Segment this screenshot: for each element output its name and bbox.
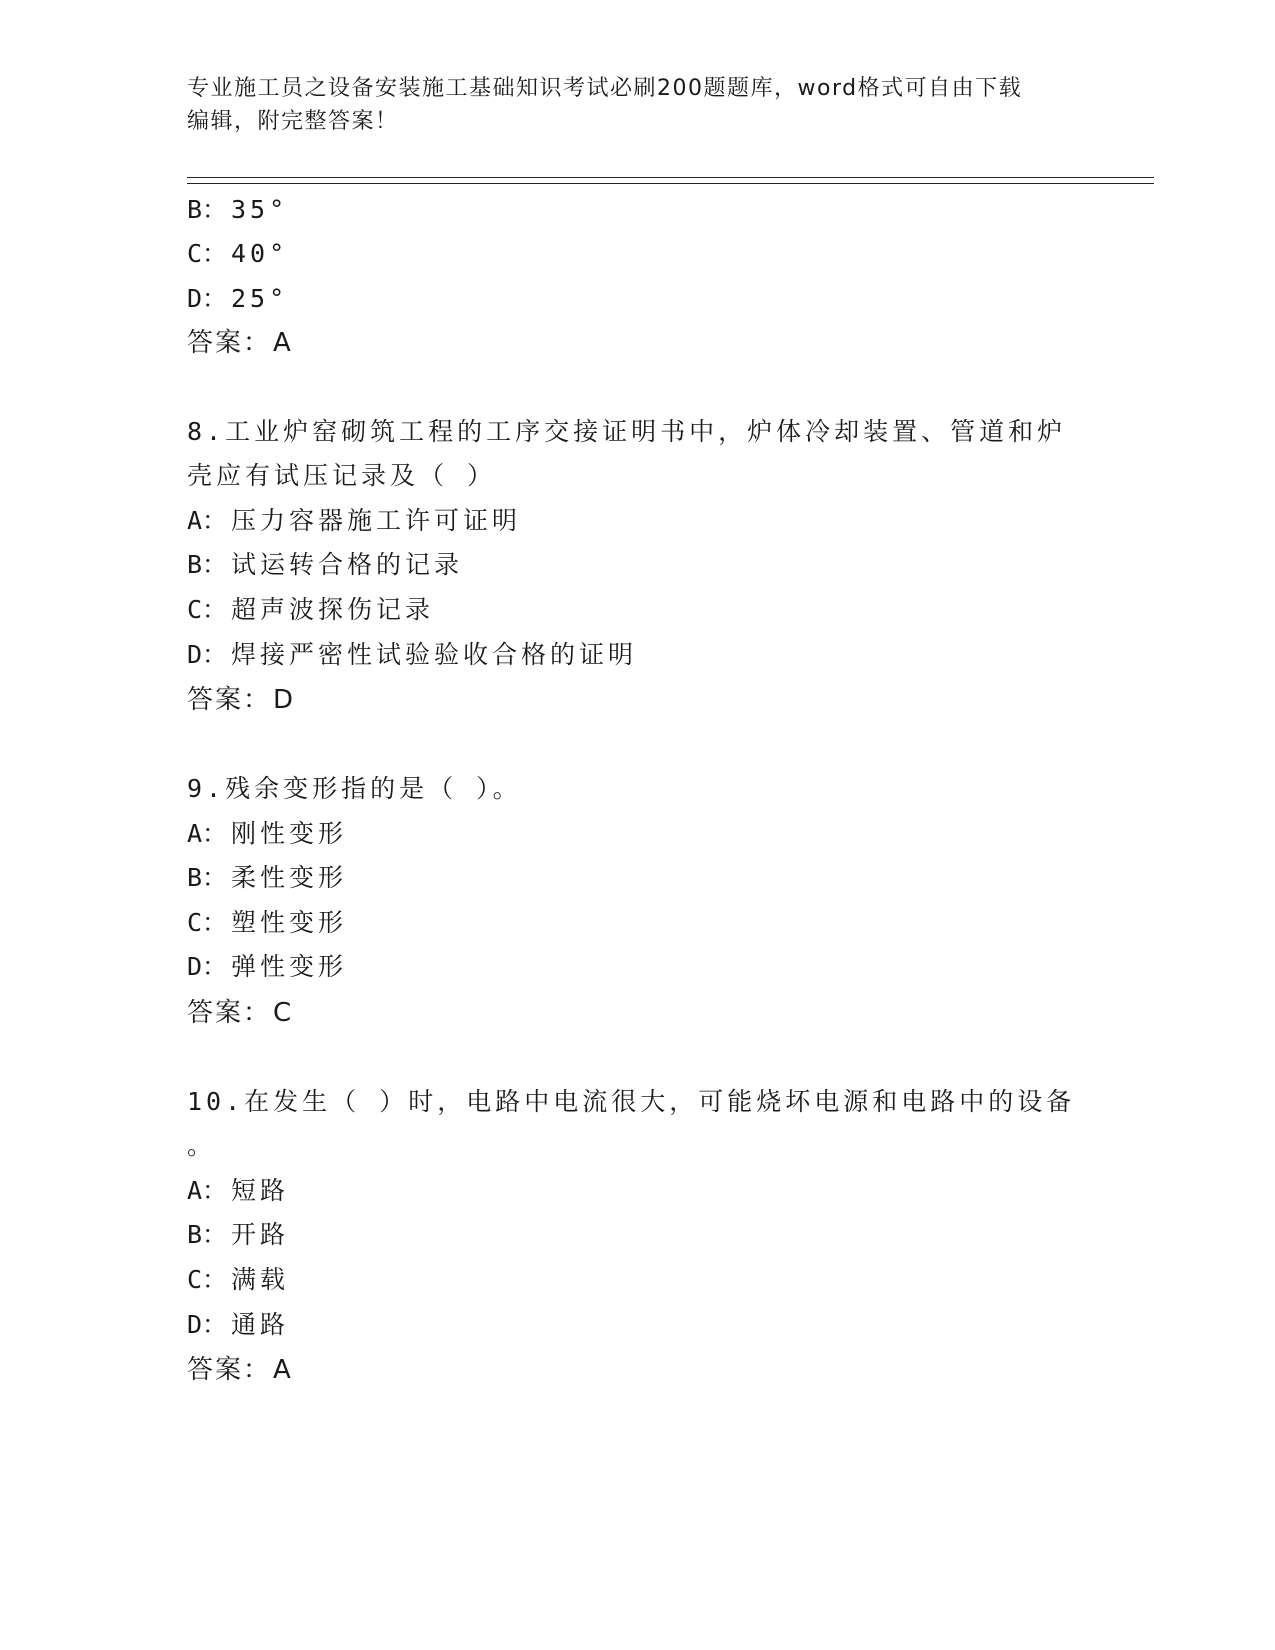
q10-option-b: B： 开路 [187, 1220, 290, 1249]
q9-option-d: D： 弹性变形 [187, 952, 348, 981]
q9-answer: 答案：C [187, 998, 294, 1028]
q8-stem-line-2: 壳应有试压记录及（ ） [187, 461, 497, 490]
q10-option-c: C： 满载 [187, 1265, 290, 1294]
q8-option-d: D： 焊接严密性试验验收合格的证明 [187, 640, 638, 669]
header-rule-top [187, 177, 1154, 178]
q8-option-a: A： 压力容器施工许可证明 [187, 506, 522, 535]
document-header [187, 72, 1067, 138]
q8-option-c: C： 超声波探伤记录 [187, 595, 435, 624]
q7-option-c: C： 40° [187, 239, 289, 268]
q8-option-b: B： 试运转合格的记录 [187, 550, 464, 579]
q8-answer: 答案：D [187, 685, 296, 715]
q10-option-d: D： 通路 [187, 1310, 290, 1339]
q7-option-d: D： 25° [187, 284, 289, 313]
q7-option-b: B： 35° [187, 195, 289, 224]
q9-stem: 9.残余变形指的是（ ）。 [187, 774, 522, 803]
header-line-2: 编辑，附完整答案！ [187, 109, 399, 134]
q10-answer: 答案：A [187, 1355, 293, 1385]
header-line-1: 专业施工员之设备安装施工基础知识考试必刷200题题库，word格式可自由下载 [187, 76, 1023, 101]
q9-option-b: B： 柔性变形 [187, 863, 348, 892]
header-rule-bottom [187, 183, 1154, 184]
q8-stem-line-1: 8.工业炉窑砌筑工程的工序交接证明书中，炉体冷却装置、管道和炉 [187, 417, 1067, 446]
q10-stem-line-2: 。 [187, 1131, 217, 1160]
q10-option-a: A： 短路 [187, 1176, 290, 1205]
q9-option-a: A： 刚性变形 [187, 819, 348, 848]
q9-option-c: C： 塑性变形 [187, 908, 348, 937]
q7-answer: 答案：A [187, 328, 293, 358]
q10-stem-line-1: 10.在发生（ ）时，电路中电流很大，可能烧坏电源和电路中的设备 [187, 1087, 1076, 1116]
